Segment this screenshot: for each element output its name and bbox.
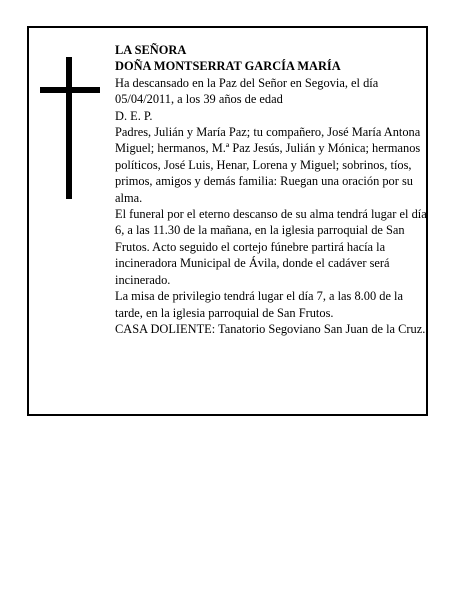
house-of-mourning: CASA DOLIENTE: Tanatorio Segoviano San Juan de la Cruz. (115, 321, 426, 336)
obituary-notice-frame (27, 26, 428, 416)
cross-vertical-bar (66, 57, 72, 199)
cross-icon (40, 57, 100, 199)
obituary-text-block (115, 42, 427, 337)
mass-details: La misa de privilegio tendrá lugar el día 7, a las 8.00 de la tarde, en la iglesia parroquial de San Frutos. (115, 289, 403, 320)
family-list: Padres, Julián y María Paz; tu compañero, José María Antona Miguel; hermanos, M.ª Paz Jesús, Julián y Mónica; hermanos políticos, José Luis, Henar, Lorena y Miguel; sobrinos, tíos, primos, amigos y demás familia: Ruegan una oración por su alma. (115, 125, 421, 205)
death-announcement: Ha descansado en la Paz del Señor en Segovia, el día 05/04/2011, a los 39 años de edad (115, 75, 379, 107)
funeral-details: El funeral por el eterno descanso de su alma tendrá lugar el día 6, a las 11.30 de la mañana, en la iglesia parroquial de San Frutos. Acto seguido el cortejo fúnebre partirá hacía la incineradora Municipal de Ávila, donde el cadáver será incinerado. (115, 207, 427, 287)
cross-horizontal-bar (40, 87, 100, 93)
deceased-name: DOÑA MONTSERRAT GARCÍA MARÍA (115, 59, 341, 74)
rest-in-peace-line: D. E. P. (115, 108, 153, 123)
notice-title: LA SEÑORA (115, 43, 187, 57)
